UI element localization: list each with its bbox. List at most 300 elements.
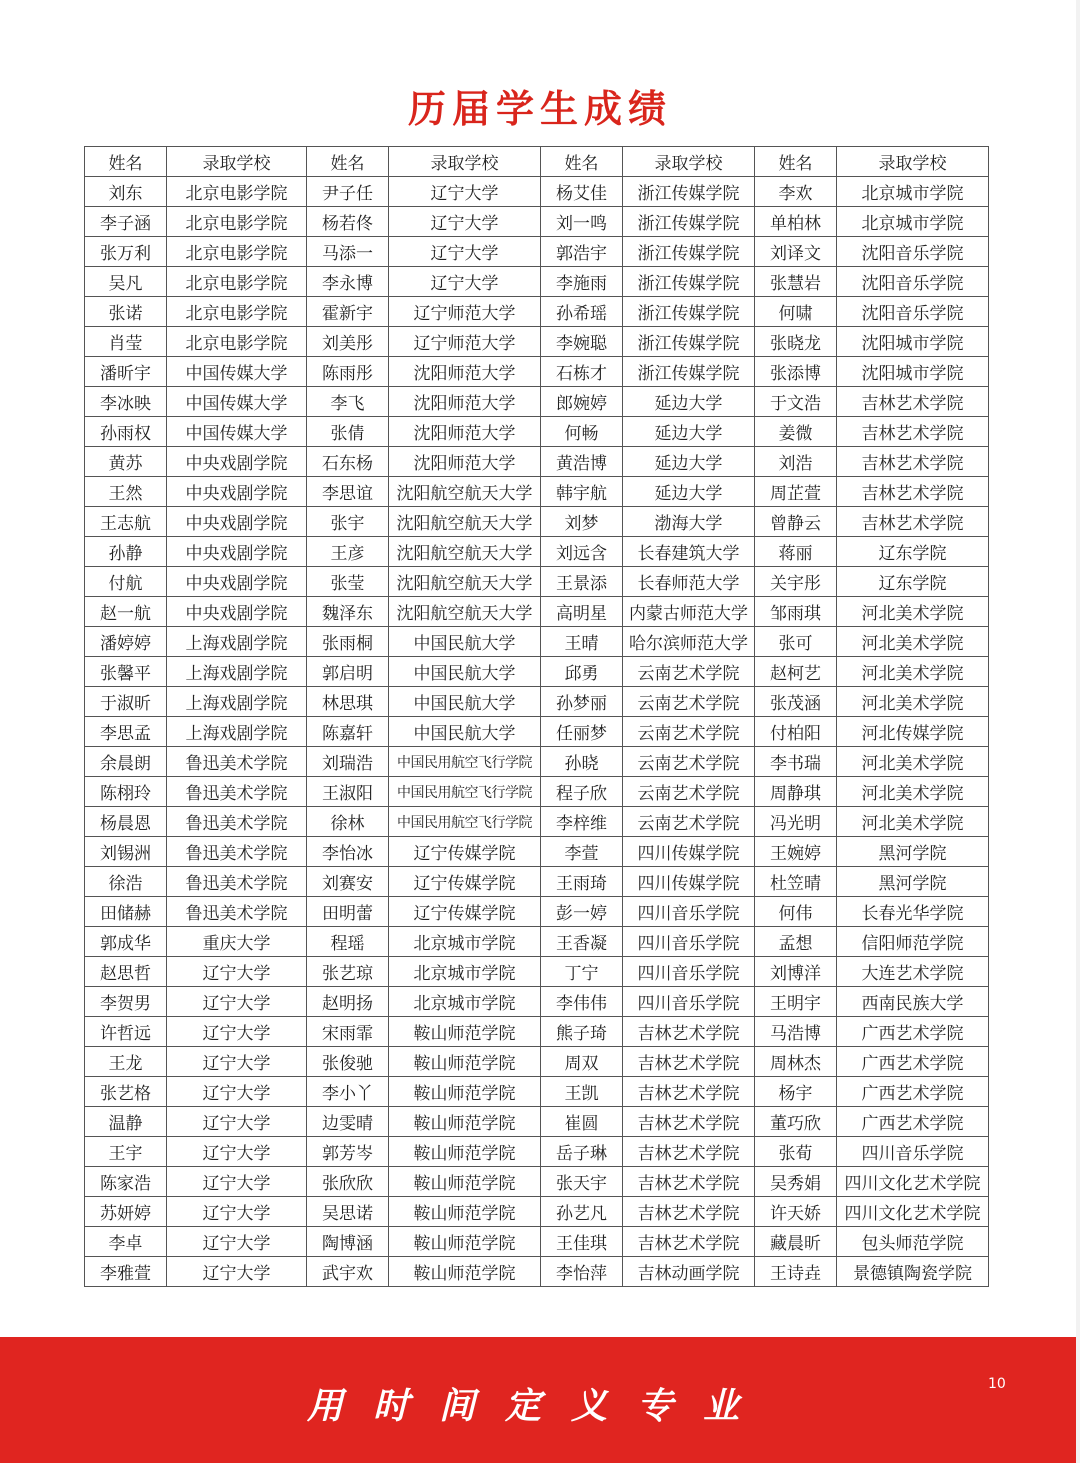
student-name-cell: 张艺琼	[307, 957, 389, 987]
student-name-cell: 陈家浩	[85, 1167, 167, 1197]
student-name-cell: 王龙	[85, 1047, 167, 1077]
student-name-cell: 李飞	[307, 387, 389, 417]
student-name-cell: 李怡冰	[307, 837, 389, 867]
school-cell: 沈阳航空航天大学	[389, 567, 541, 597]
school-cell: 鞍山师范学院	[389, 1107, 541, 1137]
student-name-cell: 姜微	[755, 417, 837, 447]
school-cell: 河北美术学院	[837, 777, 989, 807]
school-cell: 鞍山师范学院	[389, 1017, 541, 1047]
table-row	[85, 717, 989, 747]
table-row	[85, 1257, 989, 1287]
school-cell: 沈阳师范大学	[389, 357, 541, 387]
school-cell: 鞍山师范学院	[389, 1137, 541, 1167]
school-cell: 云南艺术学院	[623, 747, 755, 777]
table-row	[85, 927, 989, 957]
student-name-cell: 李欢	[755, 177, 837, 207]
student-name-cell: 李婉聪	[541, 327, 623, 357]
table-row	[85, 1047, 989, 1077]
student-name-cell: 孟想	[755, 927, 837, 957]
school-cell: 河北美术学院	[837, 807, 989, 837]
table-row	[85, 387, 989, 417]
school-cell: 延边大学	[623, 387, 755, 417]
school-cell: 吉林艺术学院	[837, 507, 989, 537]
student-name-cell: 李思孟	[85, 717, 167, 747]
student-name-cell: 刘浩	[755, 447, 837, 477]
student-name-cell: 张荀	[755, 1137, 837, 1167]
school-cell: 辽宁师范大学	[389, 327, 541, 357]
student-name-cell: 于淑昕	[85, 687, 167, 717]
school-cell: 辽宁传媒学院	[389, 897, 541, 927]
student-name-cell: 田储赫	[85, 897, 167, 927]
student-name-cell: 高明星	[541, 597, 623, 627]
school-cell: 鞍山师范学院	[389, 1047, 541, 1077]
school-cell: 中国民航大学	[389, 657, 541, 687]
student-name-cell: 刘远含	[541, 537, 623, 567]
school-cell: 浙江传媒学院	[623, 357, 755, 387]
school-cell: 北京城市学院	[837, 177, 989, 207]
student-name-cell: 苏妍婷	[85, 1197, 167, 1227]
school-cell: 河北美术学院	[837, 597, 989, 627]
school-cell: 四川音乐学院	[623, 927, 755, 957]
student-name-cell: 王志航	[85, 507, 167, 537]
student-name-cell: 余晨朗	[85, 747, 167, 777]
student-name-cell: 王明宇	[755, 987, 837, 1017]
table-row	[85, 297, 989, 327]
student-name-cell: 黄苏	[85, 447, 167, 477]
student-name-cell: 潘昕宇	[85, 357, 167, 387]
school-cell: 沈阳音乐学院	[837, 237, 989, 267]
student-name-cell: 何伟	[755, 897, 837, 927]
table-row	[85, 1167, 989, 1197]
student-name-cell: 孙艺凡	[541, 1197, 623, 1227]
school-cell: 延边大学	[623, 477, 755, 507]
student-name-cell: 张馨平	[85, 657, 167, 687]
column-header-name: 姓名	[307, 147, 389, 177]
school-cell: 北京电影学院	[167, 237, 307, 267]
student-name-cell: 王景添	[541, 567, 623, 597]
school-cell: 云南艺术学院	[623, 687, 755, 717]
school-cell: 辽宁大学	[167, 1107, 307, 1137]
student-name-cell: 刘译文	[755, 237, 837, 267]
school-cell: 长春光华学院	[837, 897, 989, 927]
school-cell: 辽宁大学	[167, 987, 307, 1017]
table-row	[85, 897, 989, 927]
school-cell: 广西艺术学院	[837, 1077, 989, 1107]
student-name-cell: 丁宁	[541, 957, 623, 987]
student-name-cell: 王彦	[307, 537, 389, 567]
student-name-cell: 赵思哲	[85, 957, 167, 987]
school-cell: 广西艺术学院	[837, 1017, 989, 1047]
column-header-school: 录取学校	[389, 147, 541, 177]
student-name-cell: 李施雨	[541, 267, 623, 297]
student-name-cell: 王雨琦	[541, 867, 623, 897]
student-name-cell: 魏泽东	[307, 597, 389, 627]
school-cell: 中国民航大学	[389, 627, 541, 657]
school-cell: 黑河学院	[837, 837, 989, 867]
school-cell: 中央戏剧学院	[167, 597, 307, 627]
school-cell: 沈阳航空航天大学	[389, 597, 541, 627]
student-name-cell: 郎婉婷	[541, 387, 623, 417]
table-row	[85, 417, 989, 447]
student-name-cell: 陈栩玲	[85, 777, 167, 807]
school-cell: 中央戏剧学院	[167, 477, 307, 507]
school-cell: 北京城市学院	[389, 927, 541, 957]
table-row	[85, 507, 989, 537]
school-cell: 辽宁大学	[167, 1257, 307, 1287]
student-name-cell: 宋雨霏	[307, 1017, 389, 1047]
student-name-cell: 张慧岩	[755, 267, 837, 297]
student-name-cell: 郭成华	[85, 927, 167, 957]
school-cell: 哈尔滨师范大学	[623, 627, 755, 657]
student-name-cell: 何啸	[755, 297, 837, 327]
table-row	[85, 837, 989, 867]
school-cell: 吉林艺术学院	[837, 417, 989, 447]
school-cell: 北京电影学院	[167, 327, 307, 357]
school-cell: 浙江传媒学院	[623, 177, 755, 207]
column-header-name: 姓名	[755, 147, 837, 177]
student-name-cell: 王晴	[541, 627, 623, 657]
column-header-name: 姓名	[85, 147, 167, 177]
school-cell: 中国传媒大学	[167, 387, 307, 417]
school-cell: 河北传媒学院	[837, 717, 989, 747]
school-cell: 鲁迅美术学院	[167, 837, 307, 867]
table-row	[85, 237, 989, 267]
student-name-cell: 郭芳岑	[307, 1137, 389, 1167]
table-row	[85, 567, 989, 597]
student-name-cell: 付柏阳	[755, 717, 837, 747]
student-name-cell: 郭浩宇	[541, 237, 623, 267]
student-name-cell: 刘梦	[541, 507, 623, 537]
school-cell: 吉林艺术学院	[623, 1077, 755, 1107]
school-cell: 上海戏剧学院	[167, 627, 307, 657]
student-name-cell: 张可	[755, 627, 837, 657]
school-cell: 北京城市学院	[389, 987, 541, 1017]
school-cell: 信阳师范学院	[837, 927, 989, 957]
school-cell: 吉林艺术学院	[623, 1047, 755, 1077]
student-name-cell: 于文浩	[755, 387, 837, 417]
school-cell: 吉林艺术学院	[623, 1107, 755, 1137]
student-name-cell: 杜笠晴	[755, 867, 837, 897]
school-cell: 鞍山师范学院	[389, 1077, 541, 1107]
column-header-name: 姓名	[541, 147, 623, 177]
school-cell: 辽宁大学	[167, 957, 307, 987]
school-cell: 广西艺术学院	[837, 1047, 989, 1077]
table-row	[85, 1197, 989, 1227]
school-cell: 北京电影学院	[167, 177, 307, 207]
student-name-cell: 刘东	[85, 177, 167, 207]
student-name-cell: 周静琪	[755, 777, 837, 807]
student-name-cell: 孙静	[85, 537, 167, 567]
student-name-cell: 吴秀娟	[755, 1167, 837, 1197]
student-name-cell: 岳子琳	[541, 1137, 623, 1167]
school-cell: 北京电影学院	[167, 207, 307, 237]
school-cell: 吉林艺术学院	[623, 1227, 755, 1257]
student-name-cell: 李雅萱	[85, 1257, 167, 1287]
student-name-cell: 张宇	[307, 507, 389, 537]
table-row	[85, 327, 989, 357]
school-cell: 四川音乐学院	[623, 897, 755, 927]
student-name-cell: 陈嘉轩	[307, 717, 389, 747]
student-name-cell: 单柏林	[755, 207, 837, 237]
student-name-cell: 刘一鸣	[541, 207, 623, 237]
student-name-cell: 程子欣	[541, 777, 623, 807]
student-name-cell: 王香凝	[541, 927, 623, 957]
student-name-cell: 李永博	[307, 267, 389, 297]
student-name-cell: 董巧欣	[755, 1107, 837, 1137]
school-cell: 吉林艺术学院	[837, 387, 989, 417]
school-cell: 中国传媒大学	[167, 357, 307, 387]
school-cell: 浙江传媒学院	[623, 207, 755, 237]
school-cell: 沈阳师范大学	[389, 447, 541, 477]
student-name-cell: 曾静云	[755, 507, 837, 537]
school-cell: 浙江传媒学院	[623, 327, 755, 357]
school-cell: 沈阳航空航天大学	[389, 477, 541, 507]
school-cell: 西南民族大学	[837, 987, 989, 1017]
student-name-cell: 邹雨琪	[755, 597, 837, 627]
student-name-cell: 陶博涵	[307, 1227, 389, 1257]
school-cell: 云南艺术学院	[623, 807, 755, 837]
school-cell: 辽宁大学	[167, 1137, 307, 1167]
student-name-cell: 尹子任	[307, 177, 389, 207]
school-cell: 延边大学	[623, 447, 755, 477]
school-cell: 渤海大学	[623, 507, 755, 537]
school-cell: 河北美术学院	[837, 747, 989, 777]
student-name-cell: 赵柯艺	[755, 657, 837, 687]
school-cell: 鲁迅美术学院	[167, 897, 307, 927]
student-name-cell: 王淑阳	[307, 777, 389, 807]
column-header-school: 录取学校	[623, 147, 755, 177]
student-name-cell: 王然	[85, 477, 167, 507]
student-name-cell: 潘婷婷	[85, 627, 167, 657]
school-cell: 鲁迅美术学院	[167, 807, 307, 837]
school-cell: 内蒙古师范大学	[623, 597, 755, 627]
school-cell: 云南艺术学院	[623, 777, 755, 807]
school-cell: 吉林艺术学院	[623, 1137, 755, 1167]
school-cell: 辽宁大学	[167, 1197, 307, 1227]
school-cell: 长春师范大学	[623, 567, 755, 597]
student-name-cell: 周双	[541, 1047, 623, 1077]
student-name-cell: 田明蕾	[307, 897, 389, 927]
school-cell: 中国民航大学	[389, 717, 541, 747]
student-name-cell: 吴凡	[85, 267, 167, 297]
school-cell: 鲁迅美术学院	[167, 867, 307, 897]
school-cell: 长春建筑大学	[623, 537, 755, 567]
table-row	[85, 957, 989, 987]
student-name-cell: 李冰映	[85, 387, 167, 417]
student-name-cell: 孙晓	[541, 747, 623, 777]
student-name-cell: 任丽梦	[541, 717, 623, 747]
student-name-cell: 张雨桐	[307, 627, 389, 657]
student-name-cell: 张添博	[755, 357, 837, 387]
school-cell: 河北美术学院	[837, 657, 989, 687]
student-name-cell: 李梓维	[541, 807, 623, 837]
student-name-cell: 徐林	[307, 807, 389, 837]
school-cell: 河北美术学院	[837, 627, 989, 657]
table-row	[85, 867, 989, 897]
student-name-cell: 程瑶	[307, 927, 389, 957]
student-name-cell: 邱勇	[541, 657, 623, 687]
school-cell: 上海戏剧学院	[167, 717, 307, 747]
school-cell: 中央戏剧学院	[167, 537, 307, 567]
school-cell: 重庆大学	[167, 927, 307, 957]
school-cell: 四川音乐学院	[623, 957, 755, 987]
student-name-cell: 张诺	[85, 297, 167, 327]
student-name-cell: 马浩博	[755, 1017, 837, 1047]
student-name-cell: 张莹	[307, 567, 389, 597]
student-name-cell: 边雯晴	[307, 1107, 389, 1137]
table-row	[85, 597, 989, 627]
school-cell: 鞍山师范学院	[389, 1197, 541, 1227]
school-cell: 辽宁大学	[389, 177, 541, 207]
school-cell: 四川文化艺术学院	[837, 1167, 989, 1197]
school-cell: 延边大学	[623, 417, 755, 447]
school-cell: 鞍山师范学院	[389, 1167, 541, 1197]
student-name-cell: 孙希瑶	[541, 297, 623, 327]
school-cell: 吉林艺术学院	[623, 1167, 755, 1197]
student-name-cell: 王婉婷	[755, 837, 837, 867]
table-row	[85, 1077, 989, 1107]
student-name-cell: 张艺格	[85, 1077, 167, 1107]
student-name-cell: 李萱	[541, 837, 623, 867]
student-name-cell: 张万利	[85, 237, 167, 267]
school-cell: 中国民航大学	[389, 687, 541, 717]
school-cell: 中央戏剧学院	[167, 447, 307, 477]
student-name-cell: 李小丫	[307, 1077, 389, 1107]
school-cell: 辽宁大学	[167, 1227, 307, 1257]
student-name-cell: 李伟伟	[541, 987, 623, 1017]
student-name-cell: 刘美彤	[307, 327, 389, 357]
table-row	[85, 1107, 989, 1137]
student-name-cell: 张俊驰	[307, 1047, 389, 1077]
school-cell: 北京城市学院	[389, 957, 541, 987]
school-cell: 吉林艺术学院	[623, 1017, 755, 1047]
student-name-cell: 赵明扬	[307, 987, 389, 1017]
school-cell: 四川传媒学院	[623, 837, 755, 867]
school-cell: 鞍山师范学院	[389, 1227, 541, 1257]
school-cell: 沈阳音乐学院	[837, 297, 989, 327]
school-cell: 浙江传媒学院	[623, 297, 755, 327]
student-name-cell: 温静	[85, 1107, 167, 1137]
school-cell: 辽宁大学	[389, 207, 541, 237]
student-name-cell: 陈雨彤	[307, 357, 389, 387]
student-name-cell: 何畅	[541, 417, 623, 447]
student-name-cell: 霍新宇	[307, 297, 389, 327]
school-cell: 广西艺术学院	[837, 1107, 989, 1137]
student-name-cell: 孙雨权	[85, 417, 167, 447]
school-cell: 四川音乐学院	[837, 1137, 989, 1167]
table-row	[85, 267, 989, 297]
student-name-cell: 蒋丽	[755, 537, 837, 567]
table-row	[85, 1227, 989, 1257]
student-name-cell: 孙梦丽	[541, 687, 623, 717]
school-cell: 吉林艺术学院	[623, 1197, 755, 1227]
school-cell: 辽东学院	[837, 567, 989, 597]
student-name-cell: 徐浩	[85, 867, 167, 897]
table-row	[85, 1137, 989, 1167]
table-row	[85, 207, 989, 237]
student-name-cell: 刘锡洲	[85, 837, 167, 867]
student-name-cell: 李子涵	[85, 207, 167, 237]
school-cell: 景德镇陶瓷学院	[837, 1257, 989, 1287]
school-cell: 鞍山师范学院	[389, 1257, 541, 1287]
school-cell: 吉林艺术学院	[837, 447, 989, 477]
school-cell: 辽宁大学	[167, 1077, 307, 1107]
student-name-cell: 吴思诺	[307, 1197, 389, 1227]
student-name-cell: 郭启明	[307, 657, 389, 687]
student-name-cell: 李怡萍	[541, 1257, 623, 1287]
student-name-cell: 黄浩博	[541, 447, 623, 477]
table-row	[85, 357, 989, 387]
school-cell: 辽宁大学	[167, 1017, 307, 1047]
table-row	[85, 777, 989, 807]
school-cell: 河北美术学院	[837, 687, 989, 717]
school-cell: 上海戏剧学院	[167, 657, 307, 687]
footer-slogan: 用时间定义专业	[306, 1385, 769, 1427]
column-header-school: 录取学校	[167, 147, 307, 177]
student-name-cell: 王佳琪	[541, 1227, 623, 1257]
school-cell: 辽东学院	[837, 537, 989, 567]
school-cell: 辽宁大学	[389, 267, 541, 297]
student-name-cell: 李书瑞	[755, 747, 837, 777]
student-name-cell: 李贺男	[85, 987, 167, 1017]
school-cell: 鲁迅美术学院	[167, 747, 307, 777]
school-cell: 北京电影学院	[167, 297, 307, 327]
table-row	[85, 687, 989, 717]
student-name-cell: 杨晨恩	[85, 807, 167, 837]
student-name-cell: 刘博洋	[755, 957, 837, 987]
school-cell: 云南艺术学院	[623, 717, 755, 747]
school-cell: 辽宁大学	[167, 1167, 307, 1197]
school-cell: 黑河学院	[837, 867, 989, 897]
school-cell: 中国民用航空飞行学院	[389, 807, 541, 837]
student-name-cell: 杨宇	[755, 1077, 837, 1107]
table-row	[85, 1017, 989, 1047]
school-cell: 沈阳城市学院	[837, 357, 989, 387]
student-name-cell: 付航	[85, 567, 167, 597]
results-table	[84, 146, 989, 1287]
student-name-cell: 冯光明	[755, 807, 837, 837]
table-row	[85, 537, 989, 567]
student-name-cell: 张茂涵	[755, 687, 837, 717]
school-cell: 沈阳城市学院	[837, 327, 989, 357]
school-cell: 浙江传媒学院	[623, 237, 755, 267]
student-name-cell: 崔圆	[541, 1107, 623, 1137]
student-name-cell: 马添一	[307, 237, 389, 267]
page-edge	[1076, 0, 1080, 1463]
school-cell: 中国民用航空飞行学院	[389, 747, 541, 777]
student-name-cell: 许天娇	[755, 1197, 837, 1227]
student-name-cell: 杨若佟	[307, 207, 389, 237]
school-cell: 吉林艺术学院	[837, 477, 989, 507]
student-name-cell: 杨艾佳	[541, 177, 623, 207]
student-name-cell: 王凯	[541, 1077, 623, 1107]
student-name-cell: 张欣欣	[307, 1167, 389, 1197]
student-name-cell: 武宇欢	[307, 1257, 389, 1287]
student-name-cell: 李思谊	[307, 477, 389, 507]
school-cell: 沈阳师范大学	[389, 417, 541, 447]
school-cell: 包头师范学院	[837, 1227, 989, 1257]
student-name-cell: 石东杨	[307, 447, 389, 477]
student-name-cell: 王宇	[85, 1137, 167, 1167]
school-cell: 北京电影学院	[167, 267, 307, 297]
student-name-cell: 藏晨昕	[755, 1227, 837, 1257]
school-cell: 沈阳航空航天大学	[389, 537, 541, 567]
school-cell: 沈阳音乐学院	[837, 267, 989, 297]
page-title: 历届学生成绩	[407, 86, 672, 131]
school-cell: 辽宁大学	[167, 1047, 307, 1077]
page-number: 10	[988, 1376, 1006, 1392]
student-name-cell: 王诗垚	[755, 1257, 837, 1287]
